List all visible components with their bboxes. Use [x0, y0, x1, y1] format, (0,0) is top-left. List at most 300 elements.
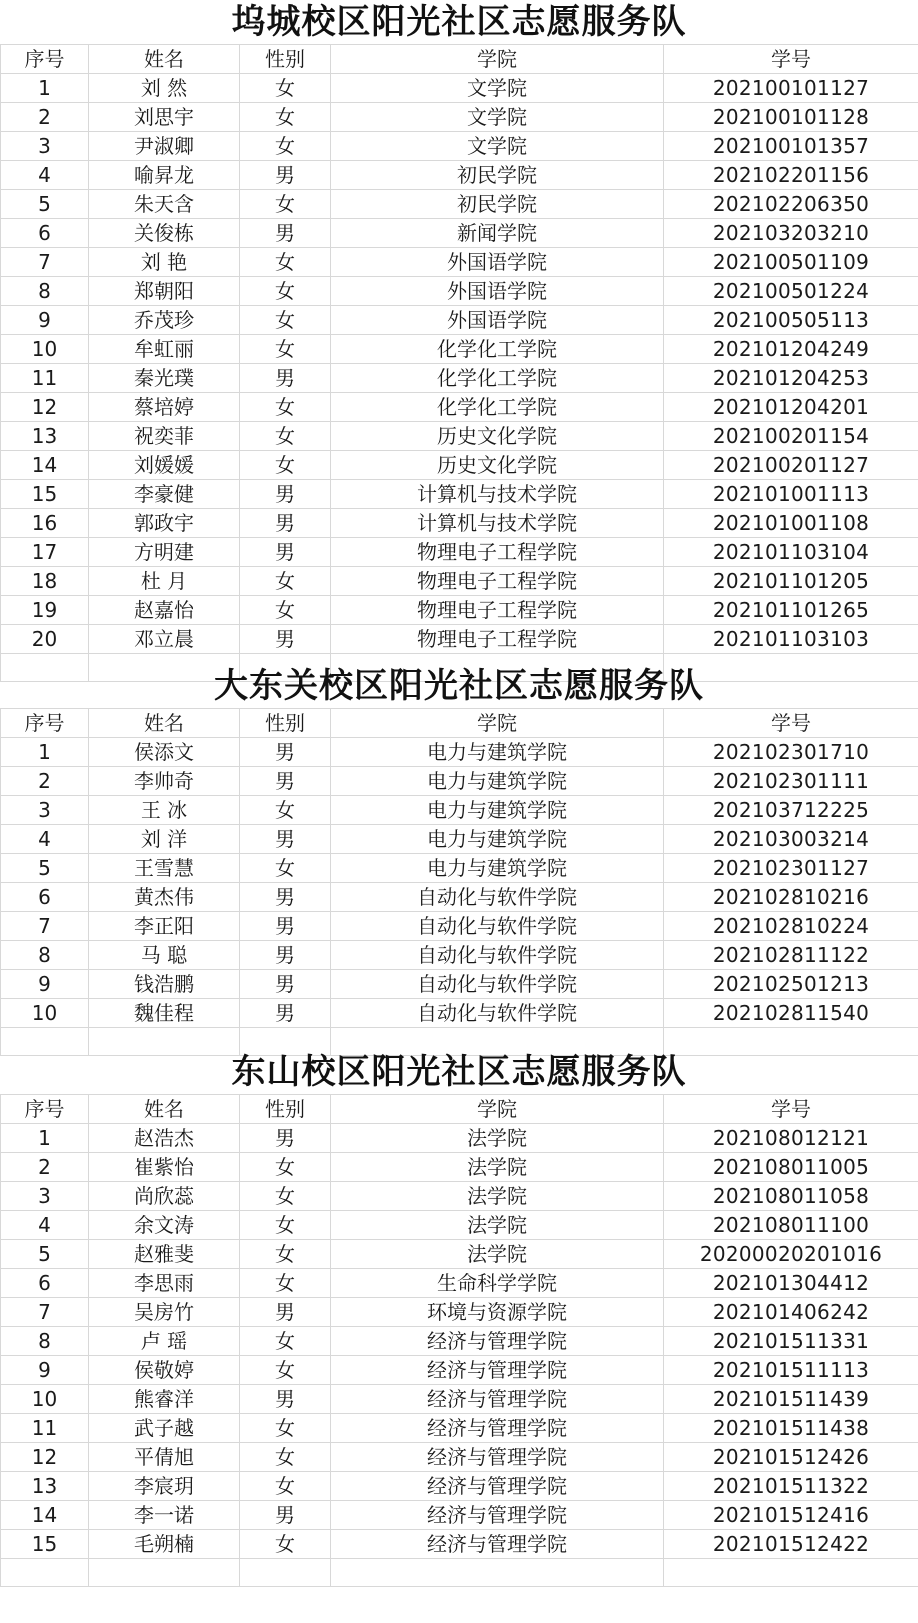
student-name: 李一诺: [89, 1501, 240, 1530]
student-college: 经济与管理学院: [331, 1385, 664, 1414]
table-header-row: [1, 45, 918, 74]
table-row: [1, 999, 918, 1028]
student-name: 刘思宇: [89, 103, 240, 132]
student-name: 武子越: [89, 1414, 240, 1443]
student-id: 202102810224: [664, 912, 918, 941]
student-id: 202100101128: [664, 103, 918, 132]
student-id: 202101511322: [664, 1472, 918, 1501]
student-name: 平倩旭: [89, 1443, 240, 1472]
student-id: 202101511331: [664, 1327, 918, 1356]
student-gender: 女: [240, 422, 331, 451]
row-index: 15: [1, 480, 89, 509]
table-row: [1, 738, 918, 767]
row-index: 2: [1, 767, 89, 796]
table-row: [1, 1298, 918, 1327]
student-college: 文学院: [331, 132, 664, 161]
student-id: 202102301710: [664, 738, 918, 767]
table-header-row: [1, 1095, 918, 1124]
row-index: 12: [1, 393, 89, 422]
student-id: 202100201154: [664, 422, 918, 451]
student-id: 202101511439: [664, 1385, 918, 1414]
student-id: 202101101265: [664, 596, 918, 625]
table-row: [1, 1385, 918, 1414]
table-row: [1, 1530, 918, 1559]
student-id: 202101511438: [664, 1414, 918, 1443]
student-gender: 女: [240, 1240, 331, 1269]
table-header-row: [1, 709, 918, 738]
student-college: 化学化工学院: [331, 364, 664, 393]
student-gender: 女: [240, 277, 331, 306]
student-name: 刘 洋: [89, 825, 240, 854]
student-name: 李思雨: [89, 1269, 240, 1298]
row-index: 10: [1, 335, 89, 364]
student-id: 202101304412: [664, 1269, 918, 1298]
student-gender: 女: [240, 335, 331, 364]
table-row: [1, 567, 918, 596]
student-id: 202101101205: [664, 567, 918, 596]
row-index: 4: [1, 1211, 89, 1240]
student-id: 202101512416: [664, 1501, 918, 1530]
student-college: 法学院: [331, 1211, 664, 1240]
table-row: [1, 1240, 918, 1269]
student-name: 魏佳程: [89, 999, 240, 1028]
row-index: 6: [1, 883, 89, 912]
student-college: 经济与管理学院: [331, 1501, 664, 1530]
student-college: 化学化工学院: [331, 393, 664, 422]
row-index: 5: [1, 854, 89, 883]
student-college: 历史文化学院: [331, 451, 664, 480]
student-name: 王 冰: [89, 796, 240, 825]
row-index: 1: [1, 738, 89, 767]
student-college: 自动化与软件学院: [331, 883, 664, 912]
student-name: 吴房竹: [89, 1298, 240, 1327]
student-id: 202108011100: [664, 1211, 918, 1240]
student-name: 赵浩杰: [89, 1124, 240, 1153]
student-id: 202101512426: [664, 1443, 918, 1472]
table-row: [1, 796, 918, 825]
student-name: 郑朝阳: [89, 277, 240, 306]
student-name: 刘媛媛: [89, 451, 240, 480]
student-gender: 男: [240, 883, 331, 912]
student-id: 202101204201: [664, 393, 918, 422]
student-id: 202101512422: [664, 1530, 918, 1559]
empty-cell: [240, 1559, 331, 1587]
student-college: 自动化与软件学院: [331, 912, 664, 941]
student-name: 牟虹丽: [89, 335, 240, 364]
student-gender: 男: [240, 161, 331, 190]
row-index: 8: [1, 277, 89, 306]
student-gender: 男: [240, 825, 331, 854]
student-gender: 男: [240, 1298, 331, 1327]
student-id: 202100505113: [664, 306, 918, 335]
row-index: 9: [1, 1356, 89, 1385]
table-row: [1, 132, 918, 161]
student-college: 经济与管理学院: [331, 1443, 664, 1472]
row-index: 11: [1, 1414, 89, 1443]
student-gender: 女: [240, 1327, 331, 1356]
column-header: 性别: [240, 1095, 331, 1124]
student-name: 崔紫怡: [89, 1153, 240, 1182]
row-index: 9: [1, 306, 89, 335]
student-college: 化学化工学院: [331, 335, 664, 364]
student-gender: 女: [240, 190, 331, 219]
student-name: 钱浩鹏: [89, 970, 240, 999]
row-index: 1: [1, 74, 89, 103]
roster-table: [0, 1094, 918, 1587]
table-row: [1, 1501, 918, 1530]
table-row: [1, 422, 918, 451]
table-row: [1, 883, 918, 912]
table-row: [1, 509, 918, 538]
student-id: 202102301127: [664, 854, 918, 883]
student-gender: 男: [240, 941, 331, 970]
student-id: 202102810216: [664, 883, 918, 912]
table-row: [1, 161, 918, 190]
empty-cell: [1, 1559, 89, 1587]
student-name: 侯敬婷: [89, 1356, 240, 1385]
column-header: 学院: [331, 709, 664, 738]
student-college: 物理电子工程学院: [331, 596, 664, 625]
student-college: 物理电子工程学院: [331, 538, 664, 567]
student-name: 祝奕菲: [89, 422, 240, 451]
row-index: 8: [1, 941, 89, 970]
student-name: 方明建: [89, 538, 240, 567]
student-name: 王雪慧: [89, 854, 240, 883]
student-college: 电力与建筑学院: [331, 825, 664, 854]
table-row: [1, 480, 918, 509]
row-index: 3: [1, 796, 89, 825]
table-row: [1, 1269, 918, 1298]
table-row: [1, 1211, 918, 1240]
row-index: 12: [1, 1443, 89, 1472]
student-id: 202103203210: [664, 219, 918, 248]
student-gender: 女: [240, 306, 331, 335]
student-college: 法学院: [331, 1153, 664, 1182]
student-id: 202101001108: [664, 509, 918, 538]
student-gender: 男: [240, 480, 331, 509]
table-row: [1, 970, 918, 999]
student-gender: 男: [240, 625, 331, 654]
student-college: 生命科学学院: [331, 1269, 664, 1298]
empty-cell: [89, 1559, 240, 1587]
student-gender: 女: [240, 1269, 331, 1298]
student-name: 余文涛: [89, 1211, 240, 1240]
student-college: 物理电子工程学院: [331, 625, 664, 654]
row-index: 6: [1, 219, 89, 248]
student-gender: 女: [240, 1472, 331, 1501]
student-gender: 女: [240, 1356, 331, 1385]
table-row: [1, 248, 918, 277]
row-index: 13: [1, 422, 89, 451]
table-row: [1, 1443, 918, 1472]
student-id: 202101406242: [664, 1298, 918, 1327]
row-index: 3: [1, 132, 89, 161]
student-college: 计算机与技术学院: [331, 480, 664, 509]
student-gender: 女: [240, 74, 331, 103]
student-id: 202103712225: [664, 796, 918, 825]
student-college: 电力与建筑学院: [331, 738, 664, 767]
student-name: 邓立晨: [89, 625, 240, 654]
student-college: 文学院: [331, 103, 664, 132]
student-id: 202101103104: [664, 538, 918, 567]
row-index: 14: [1, 451, 89, 480]
student-college: 计算机与技术学院: [331, 509, 664, 538]
student-college: 外国语学院: [331, 248, 664, 277]
student-name: 马 聪: [89, 941, 240, 970]
row-index: 3: [1, 1182, 89, 1211]
student-name: 侯添文: [89, 738, 240, 767]
column-header: 姓名: [89, 45, 240, 74]
column-header: 序号: [1, 709, 89, 738]
student-id: 202102206350: [664, 190, 918, 219]
student-id: 202102811540: [664, 999, 918, 1028]
student-college: 电力与建筑学院: [331, 796, 664, 825]
column-header: 学院: [331, 45, 664, 74]
student-id: 202101204253: [664, 364, 918, 393]
column-header: 学号: [664, 1095, 918, 1124]
student-gender: 男: [240, 538, 331, 567]
row-index: 10: [1, 1385, 89, 1414]
section-title: 大东关校区阳光社区志愿服务队: [214, 666, 704, 706]
student-gender: 女: [240, 596, 331, 625]
student-college: 环境与资源学院: [331, 1298, 664, 1327]
empty-cell: [331, 1559, 664, 1587]
table-row: [1, 190, 918, 219]
student-name: 毛朔楠: [89, 1530, 240, 1559]
student-gender: 女: [240, 451, 331, 480]
table-row: [1, 219, 918, 248]
student-name: 秦光璞: [89, 364, 240, 393]
row-index: 4: [1, 161, 89, 190]
student-name: 黄杰伟: [89, 883, 240, 912]
student-gender: 女: [240, 854, 331, 883]
table-row: [1, 451, 918, 480]
student-name: 卢 瑶: [89, 1327, 240, 1356]
student-id: 20200020201016: [664, 1240, 918, 1269]
student-id: 202102301111: [664, 767, 918, 796]
table-row: [1, 1153, 918, 1182]
row-index: 2: [1, 1153, 89, 1182]
row-index: 6: [1, 1269, 89, 1298]
student-college: 外国语学院: [331, 306, 664, 335]
row-index: 15: [1, 1530, 89, 1559]
student-gender: 女: [240, 103, 331, 132]
table-row: [1, 74, 918, 103]
student-college: 自动化与软件学院: [331, 970, 664, 999]
student-name: 李豪健: [89, 480, 240, 509]
student-id: 202102201156: [664, 161, 918, 190]
student-name: 尚欣蕊: [89, 1182, 240, 1211]
row-index: 4: [1, 825, 89, 854]
table-row: [1, 538, 918, 567]
student-gender: 男: [240, 912, 331, 941]
column-header: 序号: [1, 1095, 89, 1124]
column-header: 性别: [240, 709, 331, 738]
student-gender: 女: [240, 1211, 331, 1240]
section-title: 坞城校区阳光社区志愿服务队: [231, 2, 687, 42]
student-gender: 男: [240, 1501, 331, 1530]
roster-section-dongshan: [0, 1050, 918, 1587]
student-gender: 男: [240, 738, 331, 767]
row-index: 11: [1, 364, 89, 393]
student-id: 202101511113: [664, 1356, 918, 1385]
student-gender: 男: [240, 509, 331, 538]
student-gender: 男: [240, 999, 331, 1028]
student-college: 物理电子工程学院: [331, 567, 664, 596]
column-header: 姓名: [89, 1095, 240, 1124]
student-gender: 女: [240, 393, 331, 422]
section-title: 东山校区阳光社区志愿服务队: [231, 1052, 687, 1092]
row-index: 16: [1, 509, 89, 538]
student-name: 尹淑卿: [89, 132, 240, 161]
student-gender: 男: [240, 767, 331, 796]
row-index: 7: [1, 912, 89, 941]
student-college: 自动化与软件学院: [331, 941, 664, 970]
student-id: 202100101127: [664, 74, 918, 103]
table-row: [1, 1124, 918, 1153]
row-index: 10: [1, 999, 89, 1028]
row-index: 9: [1, 970, 89, 999]
student-college: 经济与管理学院: [331, 1327, 664, 1356]
student-gender: 男: [240, 970, 331, 999]
table-row: [1, 1327, 918, 1356]
student-college: 电力与建筑学院: [331, 854, 664, 883]
table-row: [1, 625, 918, 654]
student-id: 202101204249: [664, 335, 918, 364]
student-college: 经济与管理学院: [331, 1414, 664, 1443]
table-row: [1, 1356, 918, 1385]
row-index: 19: [1, 596, 89, 625]
table-row: [1, 941, 918, 970]
table-row: [1, 364, 918, 393]
column-header: 序号: [1, 45, 89, 74]
student-college: 法学院: [331, 1124, 664, 1153]
student-name: 熊睿洋: [89, 1385, 240, 1414]
table-row: [1, 335, 918, 364]
student-id: 202102501213: [664, 970, 918, 999]
student-college: 文学院: [331, 74, 664, 103]
student-college: 自动化与软件学院: [331, 999, 664, 1028]
student-gender: 女: [240, 1443, 331, 1472]
table-row: [1, 103, 918, 132]
table-row: [1, 912, 918, 941]
roster-table: [0, 708, 918, 1056]
row-index: 18: [1, 567, 89, 596]
table-row: [1, 854, 918, 883]
student-college: 外国语学院: [331, 277, 664, 306]
student-name: 杜 月: [89, 567, 240, 596]
roster-section-wucheng: [0, 0, 918, 682]
roster-table: [0, 44, 918, 682]
student-name: 喻昇龙: [89, 161, 240, 190]
row-index: 14: [1, 1501, 89, 1530]
student-name: 刘 然: [89, 74, 240, 103]
student-college: 经济与管理学院: [331, 1472, 664, 1501]
student-college: 法学院: [331, 1182, 664, 1211]
table-row: [1, 1182, 918, 1211]
student-college: 法学院: [331, 1240, 664, 1269]
column-header: 性别: [240, 45, 331, 74]
student-name: 赵雅斐: [89, 1240, 240, 1269]
student-college: 初民学院: [331, 161, 664, 190]
empty-row: [1, 1559, 918, 1587]
column-header: 姓名: [89, 709, 240, 738]
row-index: 17: [1, 538, 89, 567]
student-id: 202103003214: [664, 825, 918, 854]
table-row: [1, 825, 918, 854]
student-id: 202108011058: [664, 1182, 918, 1211]
student-gender: 女: [240, 1182, 331, 1211]
student-gender: 女: [240, 1530, 331, 1559]
row-index: 1: [1, 1124, 89, 1153]
student-gender: 女: [240, 1414, 331, 1443]
student-name: 蔡培婷: [89, 393, 240, 422]
table-row: [1, 1472, 918, 1501]
student-id: 202108012121: [664, 1124, 918, 1153]
row-index: 20: [1, 625, 89, 654]
student-gender: 男: [240, 1124, 331, 1153]
student-id: 202100501224: [664, 277, 918, 306]
student-gender: 男: [240, 219, 331, 248]
row-index: 8: [1, 1327, 89, 1356]
student-college: 初民学院: [331, 190, 664, 219]
student-name: 关俊栋: [89, 219, 240, 248]
student-gender: 男: [240, 1385, 331, 1414]
row-index: 2: [1, 103, 89, 132]
student-id: 202101001113: [664, 480, 918, 509]
student-name: 李帅奇: [89, 767, 240, 796]
column-header: 学院: [331, 1095, 664, 1124]
student-id: 202100201127: [664, 451, 918, 480]
student-gender: 女: [240, 1153, 331, 1182]
student-name: 赵嘉怡: [89, 596, 240, 625]
student-name: 朱天含: [89, 190, 240, 219]
table-row: [1, 277, 918, 306]
student-college: 经济与管理学院: [331, 1356, 664, 1385]
student-gender: 女: [240, 567, 331, 596]
row-index: 5: [1, 1240, 89, 1269]
row-index: 5: [1, 190, 89, 219]
student-gender: 女: [240, 132, 331, 161]
roster-section-dadongguan: [0, 664, 918, 1056]
student-college: 新闻学院: [331, 219, 664, 248]
table-row: [1, 1414, 918, 1443]
student-id: 202108011005: [664, 1153, 918, 1182]
table-row: [1, 596, 918, 625]
student-id: 202101103103: [664, 625, 918, 654]
student-id: 202102811122: [664, 941, 918, 970]
empty-cell: [664, 1559, 918, 1587]
student-name: 李宸玥: [89, 1472, 240, 1501]
student-college: 经济与管理学院: [331, 1530, 664, 1559]
student-gender: 女: [240, 796, 331, 825]
student-name: 乔茂珍: [89, 306, 240, 335]
student-name: 郭政宇: [89, 509, 240, 538]
table-row: [1, 306, 918, 335]
student-id: 202100501109: [664, 248, 918, 277]
table-row: [1, 393, 918, 422]
student-gender: 男: [240, 364, 331, 393]
student-name: 李正阳: [89, 912, 240, 941]
student-gender: 女: [240, 248, 331, 277]
student-college: 电力与建筑学院: [331, 767, 664, 796]
table-row: [1, 767, 918, 796]
student-id: 202100101357: [664, 132, 918, 161]
row-index: 7: [1, 1298, 89, 1327]
student-name: 刘 艳: [89, 248, 240, 277]
student-college: 历史文化学院: [331, 422, 664, 451]
row-index: 7: [1, 248, 89, 277]
